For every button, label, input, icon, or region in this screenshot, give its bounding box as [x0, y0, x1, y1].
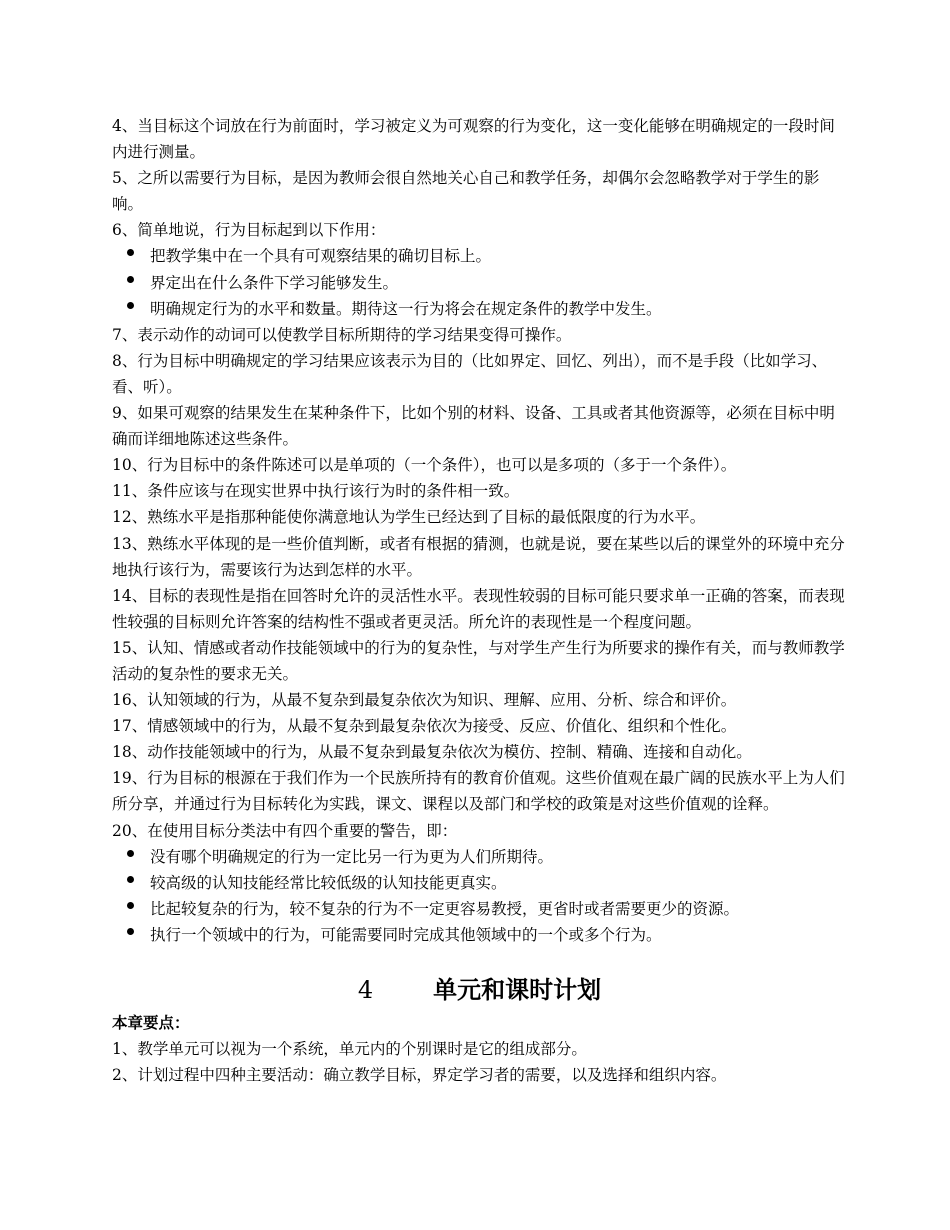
document-page: [112, 113, 847, 1088]
keypoint-1: 1、教学单元可以视为一个系统，单元内的个别课时是它的组成部分。: [112, 1040, 587, 1059]
bullet-item: 把教学集中在一个具有可观察结果的确切目标上。: [112, 243, 847, 269]
paragraph-5: 5、之所以需要行为目标，是因为教师会很自然地关心自己和教学任务，却偶尔会忽略教学对于学生的影响。: [112, 169, 820, 214]
bullet-item: 没有哪个明确规定的行为一定比另一行为更为人们所期待。: [112, 844, 847, 870]
chapter-title: 单元和课时计划: [433, 975, 602, 1004]
keypoints-label: 本章要点：: [112, 1013, 190, 1032]
keypoint-2: 2、计划过程中四种主要活动：确立教学目标，界定学习者的需要，以及选择和组织内容。: [112, 1066, 727, 1085]
paragraph-16: 16、认知领域的行为，从最不复杂到最复杂依次为知识、理解、应用、分析、综合和评价。: [112, 691, 737, 710]
bullet-item: 较高级的认知技能经常比较低级的认知技能更真实。: [112, 870, 847, 896]
paragraph-12: 12、熟练水平是指那种能使你满意地认为学生已经达到了目标的最低限度的行为水平。: [112, 508, 706, 527]
paragraph-15: 15、认知、情感或者动作技能领域中的行为的复杂性，与对学生产生行为所要求的操作有关，而与教师教学活动的复杂性的要求无关。: [112, 638, 845, 683]
bullet-item: 比起较复杂的行为，较不复杂的行为不一定更容易教授，更省时或者需要更少的资源。: [112, 896, 847, 922]
bullet-list-warnings: [112, 844, 847, 948]
paragraph-8: 8、行为目标中明确规定的学习结果应该表示为目的（比如界定、回忆、列出），而不是手段（比如学习、看、听）。: [112, 351, 828, 396]
bullet-list-functions: [112, 243, 847, 321]
paragraph-14: 14、目标的表现性是指在回答时允许的灵活性水平。表现性较弱的目标可能只要求单一正确的答案，而表现性较强的目标则允许答案的结构性不强或者更灵活。所允许的表现性是一个程度问题。: [112, 586, 845, 631]
paragraph-10: 10、行为目标中的条件陈述可以是单项的（一个条件），也可以是多项的（多于一个条件）。: [112, 456, 737, 475]
paragraph-17: 17、情感领域中的行为，从最不复杂到最复杂依次为接受、反应、价值化、组织和个性化。: [112, 717, 737, 736]
paragraph-18: 18、动作技能领域中的行为，从最不复杂到最复杂依次为模仿、控制、精确、连接和自动化。: [112, 743, 752, 762]
paragraph-13: 13、熟练水平体现的是一些价值判断，或者有根据的猜测，也就是说，要在某些以后的课堂外的环境中充分地执行该行为，需要该行为达到怎样的水平。: [112, 534, 845, 579]
paragraph-20: 20、在使用目标分类法中有四个重要的警告，即：: [112, 821, 458, 840]
paragraph-11: 11、条件应该与在现实世界中执行该行为时的条件相一致。: [112, 482, 520, 501]
paragraph-7: 7、表示动作的动词可以使教学目标所期待的学习结果变得可操作。: [112, 325, 572, 344]
paragraph-9: 9、如果可观察的结果发生在某种条件下，比如个别的材料、设备、工具或者其他资源等，必须在目标中明确而详细地陈述这些条件。: [112, 404, 835, 449]
paragraph-4: 4、当目标这个词放在行为前面时，学习被定义为可观察的行为变化，这一变化能够在明确规定的一段时间内进行测量。: [112, 117, 835, 162]
bullet-item: 界定出在什么条件下学习能够发生。: [112, 270, 847, 296]
bullet-item: 明确规定行为的水平和数量。期待这一行为将会在规定条件的教学中发生。: [112, 296, 847, 322]
chapter-heading: [112, 974, 847, 1006]
paragraph-19: 19、行为目标的根源在于我们作为一个民族所持有的教育价值观。这些价值观在最广阔的民族水平上为人们所分享，并通过行为目标转化为实践，课文、课程以及部门和学校的政策是对这些价值观的诠释。: [112, 769, 845, 814]
paragraph-6: 6、简单地说，行为目标起到以下作用：: [112, 221, 386, 240]
bullet-item: 执行一个领域中的行为，可能需要同时完成其他领域中的一个或多个行为。: [112, 922, 847, 948]
chapter-number: 4: [357, 976, 374, 1004]
